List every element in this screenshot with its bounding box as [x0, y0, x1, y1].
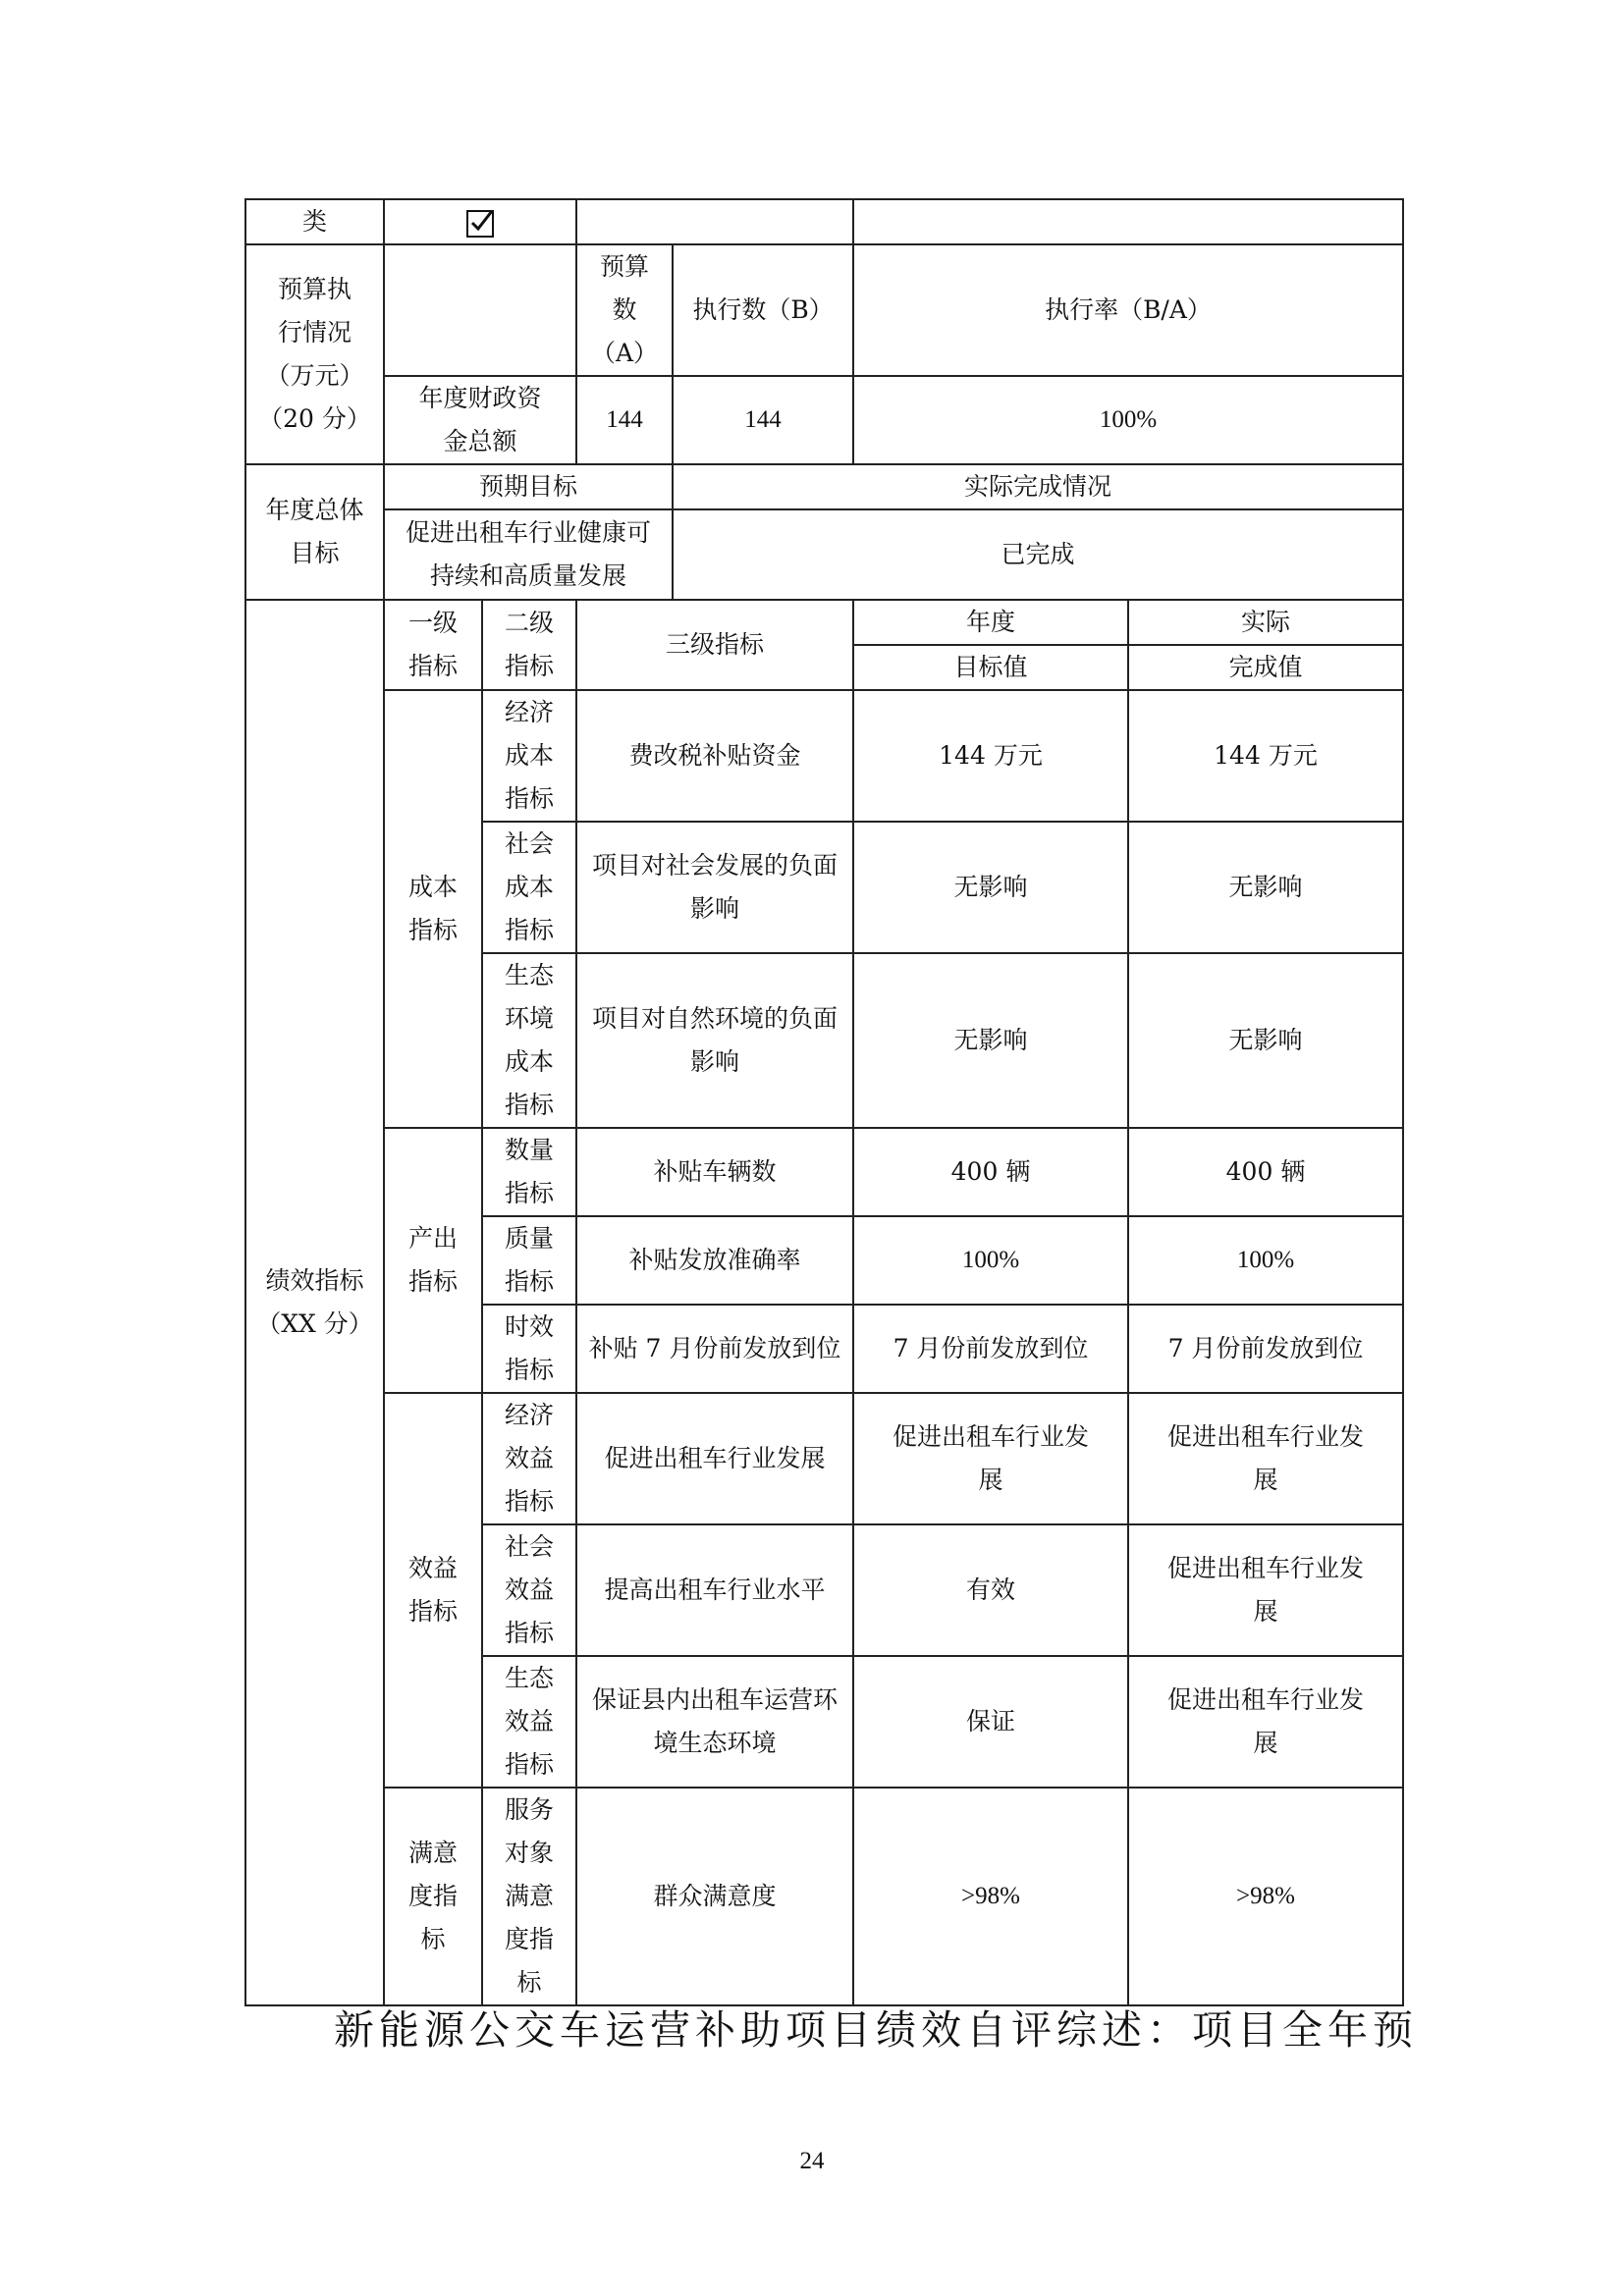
- row-target: 有效: [853, 1524, 1128, 1656]
- row-l2: 生态 环境 成本 指标: [482, 953, 576, 1128]
- row-l2: 社会 效益 指标: [482, 1524, 576, 1656]
- actual-status-value: 已完成: [673, 509, 1403, 600]
- row-l2: 经济 效益 指标: [482, 1393, 576, 1524]
- row-actual: 无影响: [1128, 822, 1403, 953]
- actual-status-header: 实际完成情况: [673, 464, 1403, 509]
- row-l3: 项目对社会发展的负面 影响: [576, 822, 853, 953]
- summary-paragraph: 新能源公交车运营补助项目绩效自评综述：项目全年预: [334, 2006, 1418, 2054]
- row-l2: 社会 成本 指标: [482, 822, 576, 953]
- budget-header: 预算 数 （A）: [576, 244, 673, 376]
- budget-section-label: 预算执 行情况 （万元） （20 分）: [245, 244, 384, 464]
- group-satisfaction: 满意 度指 标: [384, 1788, 482, 2005]
- budget-value: 144: [576, 376, 673, 464]
- row-l3: 补贴发放准确率: [576, 1216, 853, 1305]
- goals-section-label: 年度总体 目标: [245, 464, 384, 600]
- row-l3: 促进出租车行业发展: [576, 1393, 853, 1524]
- row-l3: 群众满意度: [576, 1788, 853, 2005]
- empty-cell: [853, 199, 1403, 244]
- row-l2: 时效 指标: [482, 1305, 576, 1393]
- performance-table: [244, 198, 1404, 2006]
- group-cost: 成本 指标: [384, 690, 482, 1128]
- group-output: 产出 指标: [384, 1128, 482, 1393]
- expected-goal-value: 促进出租车行业健康可 持续和高质量发展: [384, 509, 673, 600]
- row-target: 无影响: [853, 953, 1128, 1128]
- row-l2: 经济 成本 指标: [482, 690, 576, 822]
- rate-header: 执行率（B/A）: [853, 244, 1403, 376]
- target-header-top: 年度: [853, 600, 1128, 645]
- performance-section-label: 绩效指标 （XX 分）: [245, 600, 384, 2005]
- row-actual: 无影响: [1128, 953, 1403, 1128]
- actual-header-top: 实际: [1128, 600, 1403, 645]
- level1-header: 一级 指标: [384, 600, 482, 690]
- row-actual: 促进出租车行业发 展: [1128, 1524, 1403, 1656]
- row-l3: 提高出租车行业水平: [576, 1524, 853, 1656]
- row-l2: 服务 对象 满意 度指 标: [482, 1788, 576, 2005]
- checkbox-checked-icon: [466, 210, 494, 238]
- row-l2: 生态 效益 指标: [482, 1656, 576, 1788]
- row-l3: 保证县内出租车运营环 境生态环境: [576, 1656, 853, 1788]
- level2-header: 二级 指标: [482, 600, 576, 690]
- actual-header-bottom: 完成值: [1128, 645, 1403, 690]
- row-l3: 项目对自然环境的负面 影响: [576, 953, 853, 1128]
- page-number: 24: [799, 2148, 825, 2174]
- row-actual: 7 月份前发放到位: [1128, 1305, 1403, 1393]
- row-target: 无影响: [853, 822, 1128, 953]
- row-l3: 补贴 7 月份前发放到位: [576, 1305, 853, 1393]
- row-target: 促进出租车行业发 展: [853, 1393, 1128, 1524]
- category-check-cell: [384, 199, 576, 244]
- row-l2: 数量 指标: [482, 1128, 576, 1216]
- row-actual: 400 辆: [1128, 1128, 1403, 1216]
- row-actual: 促进出租车行业发 展: [1128, 1393, 1403, 1524]
- expected-goal-header: 预期目标: [384, 464, 673, 509]
- category-label: 类: [245, 199, 384, 244]
- row-actual: 100%: [1128, 1216, 1403, 1305]
- row-target: 400 辆: [853, 1128, 1128, 1216]
- row-actual: >98%: [1128, 1788, 1403, 2005]
- rate-value: 100%: [853, 376, 1403, 464]
- row-target: 144 万元: [853, 690, 1128, 822]
- row-target: 7 月份前发放到位: [853, 1305, 1128, 1393]
- row-target: 保证: [853, 1656, 1128, 1788]
- empty-cell: [384, 244, 576, 376]
- row-l3: 补贴车辆数: [576, 1128, 853, 1216]
- row-actual: 144 万元: [1128, 690, 1403, 822]
- row-actual: 促进出租车行业发 展: [1128, 1656, 1403, 1788]
- row-target: >98%: [853, 1788, 1128, 2005]
- level3-header: 三级指标: [576, 600, 853, 690]
- group-benefit: 效益 指标: [384, 1393, 482, 1788]
- target-header-bottom: 目标值: [853, 645, 1128, 690]
- exec-header: 执行数（B）: [673, 244, 853, 376]
- row-l2: 质量 指标: [482, 1216, 576, 1305]
- row-target: 100%: [853, 1216, 1128, 1305]
- annual-funds-label: 年度财政资 金总额: [384, 376, 576, 464]
- empty-cell: [576, 199, 853, 244]
- exec-value: 144: [673, 376, 853, 464]
- row-l3: 费改税补贴资金: [576, 690, 853, 822]
